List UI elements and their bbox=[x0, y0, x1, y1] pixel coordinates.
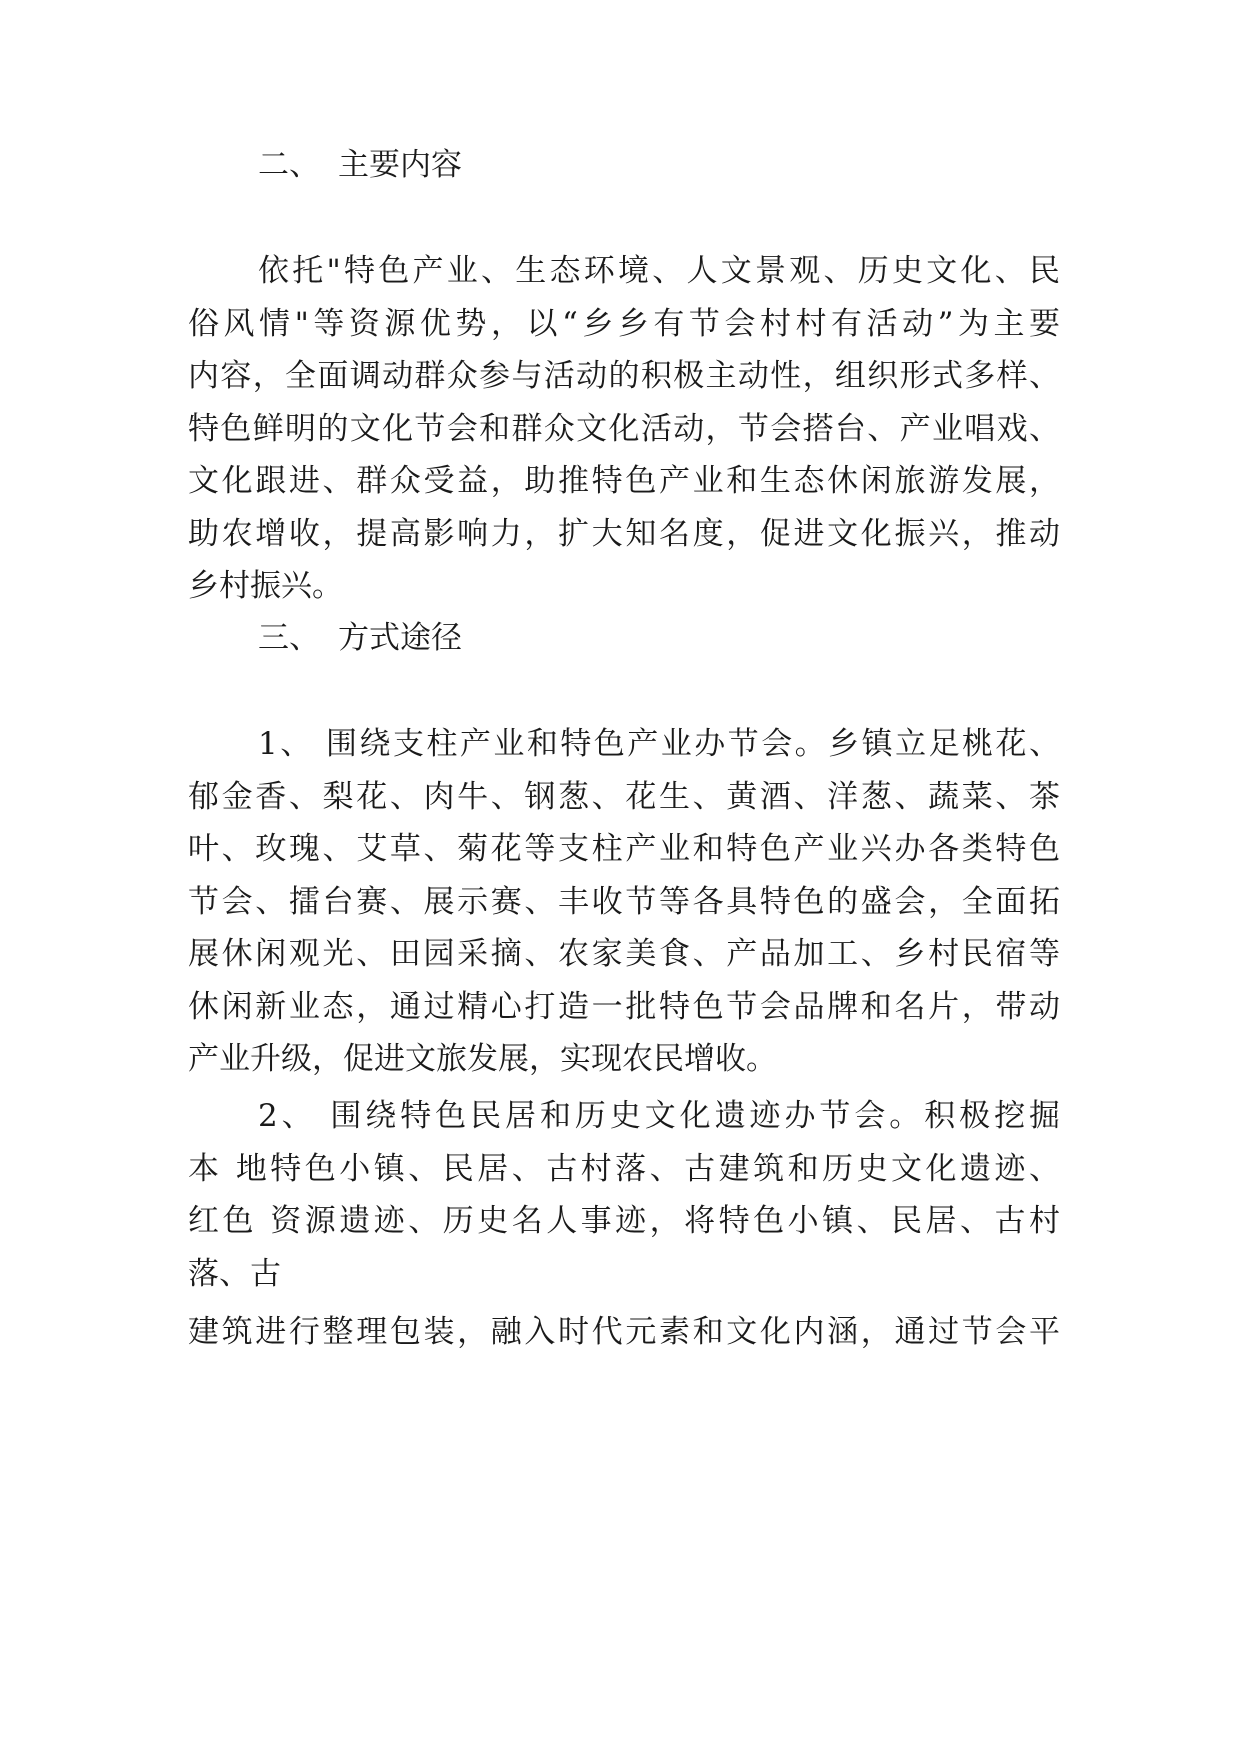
paragraph-line: 展休闲观光、田园采摘、农家美食、产品加工、乡村民宿等 bbox=[188, 936, 1060, 972]
paragraph-line: 本 地特色小镇、民居、古村落、古建筑和历史文化遗迹、 bbox=[188, 1150, 1060, 1187]
paragraph-item-1 bbox=[188, 718, 1060, 1086]
paragraph-item-2 bbox=[188, 1090, 1060, 1359]
paragraph-line: 特色鲜明的文化节会和群众文化活动，节会搭台、产业唱戏、 bbox=[188, 410, 1060, 447]
paragraph-line: 郁金香、梨花、肉牛、钢葱、花生、黄酒、洋葱、蔬菜、茶 bbox=[188, 778, 1060, 815]
paragraph-line: 依托"特色产业、生态环境、人文景观、历史文化、民 bbox=[258, 253, 1060, 289]
section-heading-2 bbox=[258, 145, 462, 185]
section-heading-3 bbox=[258, 618, 462, 658]
paragraph-line: 休闲新业态，通过精心打造一批特色节会品牌和名片，带动 bbox=[188, 988, 1060, 1025]
paragraph-line: 1、 围绕支柱产业和特色产业办节会。乡镇立足桃花、 bbox=[258, 726, 1060, 762]
section-number: 三、 bbox=[258, 620, 320, 656]
section-title: 主要内容 bbox=[338, 147, 462, 183]
paragraph-line: 红色 资源遗迹、历史名人事迹，将特色小镇、民居、古村 bbox=[188, 1203, 1060, 1239]
paragraph-line: 节会、擂台赛、展示赛、丰收节等各具特色的盛会，全面拓 bbox=[188, 883, 1060, 920]
paragraph-line: 2、 围绕特色民居和历史文化遗迹办节会。积极挖掘 bbox=[258, 1098, 1060, 1134]
paragraph-line: 叶、玫瑰、艾草、菊花等支柱产业和特色产业兴办各类特色 bbox=[188, 831, 1060, 867]
paragraph-line: 建筑进行整理包装，融入时代元素和文化内涵，通过节会平 bbox=[188, 1314, 1060, 1350]
paragraph-main-content bbox=[188, 245, 1060, 613]
paragraph-line: 助农增收，提高影响力，扩大知名度，促进文化振兴，推动 bbox=[188, 515, 1060, 552]
paragraph-line: 俗风情"等资源优势，以“乡乡有节会村村有活动”为主要 bbox=[188, 305, 1060, 342]
paragraph-line: 落、古 bbox=[188, 1255, 281, 1292]
paragraph-line: 产业升级，促进文旅发展，实现农民增收。 bbox=[188, 1041, 777, 1077]
section-number: 二、 bbox=[258, 147, 320, 183]
paragraph-line: 乡村振兴。 bbox=[188, 568, 343, 604]
paragraph-line: 文化跟进、群众受益，助推特色产业和生态休闲旅游发展， bbox=[188, 463, 1060, 499]
section-title: 方式途径 bbox=[338, 620, 462, 656]
paragraph-line: 内容，全面调动群众参与活动的积极主动性，组织形式多样、 bbox=[188, 358, 1060, 394]
